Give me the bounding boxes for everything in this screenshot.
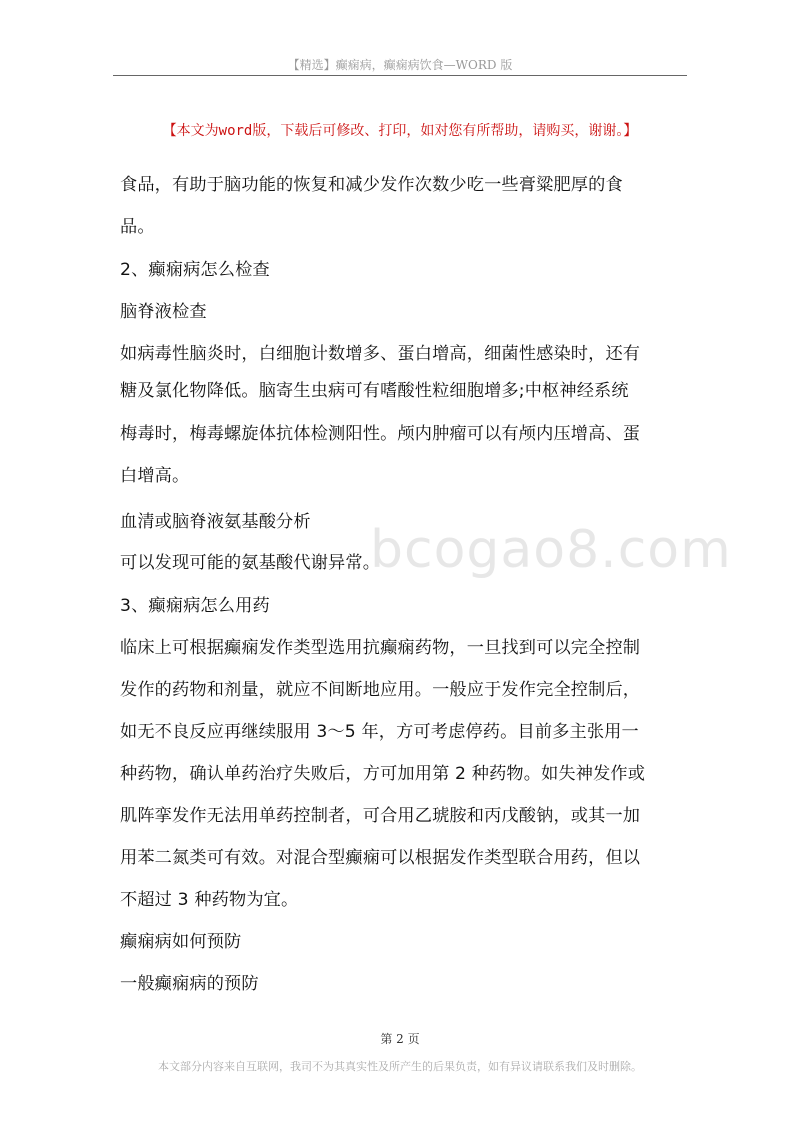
body-line: 如病毒性脑炎时，白细胞计数增多、蛋白增高，细菌性感染时，还有 (120, 344, 641, 364)
body-line: 肌阵挛发作无法用单药控制者，可合用乙琥胺和丙戊酸钠，或其一加 (120, 806, 641, 826)
body-line: 梅毒时，梅毒螺旋体抗体检测阳性。颅内肿瘤可以有颅内压增高、蛋 (120, 424, 641, 444)
body-line: 种药物，确认单药治疗失败后，方可加用第 2 种药物。如失神发作或 (120, 764, 646, 784)
body-line: 食品，有助于脑功能的恢复和减少发作次数少吃一些膏粱肥厚的食 (120, 175, 623, 195)
body-line: 发作的药物和剂量，就应不间断地应用。一般应于发作完全控制后， (120, 680, 641, 700)
body-line: 白增高。 (120, 466, 190, 486)
subsection-heading: 血清或脑脊液氨基酸分析 (120, 512, 311, 532)
body-line: 临床上可根据癫痫发作类型选用抗癫痫药物，一旦找到可以完全控制 (120, 638, 641, 658)
body-line: 品。 (120, 217, 155, 237)
page-header-title: 【精选】癫痫病，癫痫病饮食—WORD 版 (287, 58, 513, 72)
header-divider (113, 75, 687, 76)
page-number: 第 2 页 (380, 1032, 420, 1046)
subsection-heading: 一般癫痫病的预防 (120, 974, 259, 994)
body-line: 可以发现可能的氨基酸代谢异常。 (120, 553, 381, 573)
watermark: bcogao8.com (370, 520, 732, 580)
section-heading: 癫痫病如何预防 (120, 932, 242, 952)
download-notice: 【本文为word版，下载后可修改、打印，如对您有所帮助，请购买，谢谢。】 (162, 123, 638, 139)
body-line: 用苯二氮类可有效。对混合型癫痫可以根据发作类型联合用药，但以 (120, 848, 641, 868)
body-line: 不超过 3 种药物为宜。 (120, 890, 299, 910)
subsection-heading: 脑脊液检查 (120, 302, 207, 322)
section-heading: 2、癫痫病怎么检查 (120, 260, 270, 280)
section-heading: 3、癫痫病怎么用药 (120, 596, 270, 616)
body-line: 如无不良反应再继续服用 3～5 年，方可考虑停药。目前多主张用一 (120, 722, 639, 742)
footer-disclaimer: 本文部分内容来自互联网，我司不为其真实性及所产生的后果负责，如有异议请联系我们及时删除。 (158, 1060, 642, 1073)
body-line: 糖及氯化物降低。脑寄生虫病可有嗜酸性粒细胞增多;中枢神经系统 (120, 381, 629, 401)
